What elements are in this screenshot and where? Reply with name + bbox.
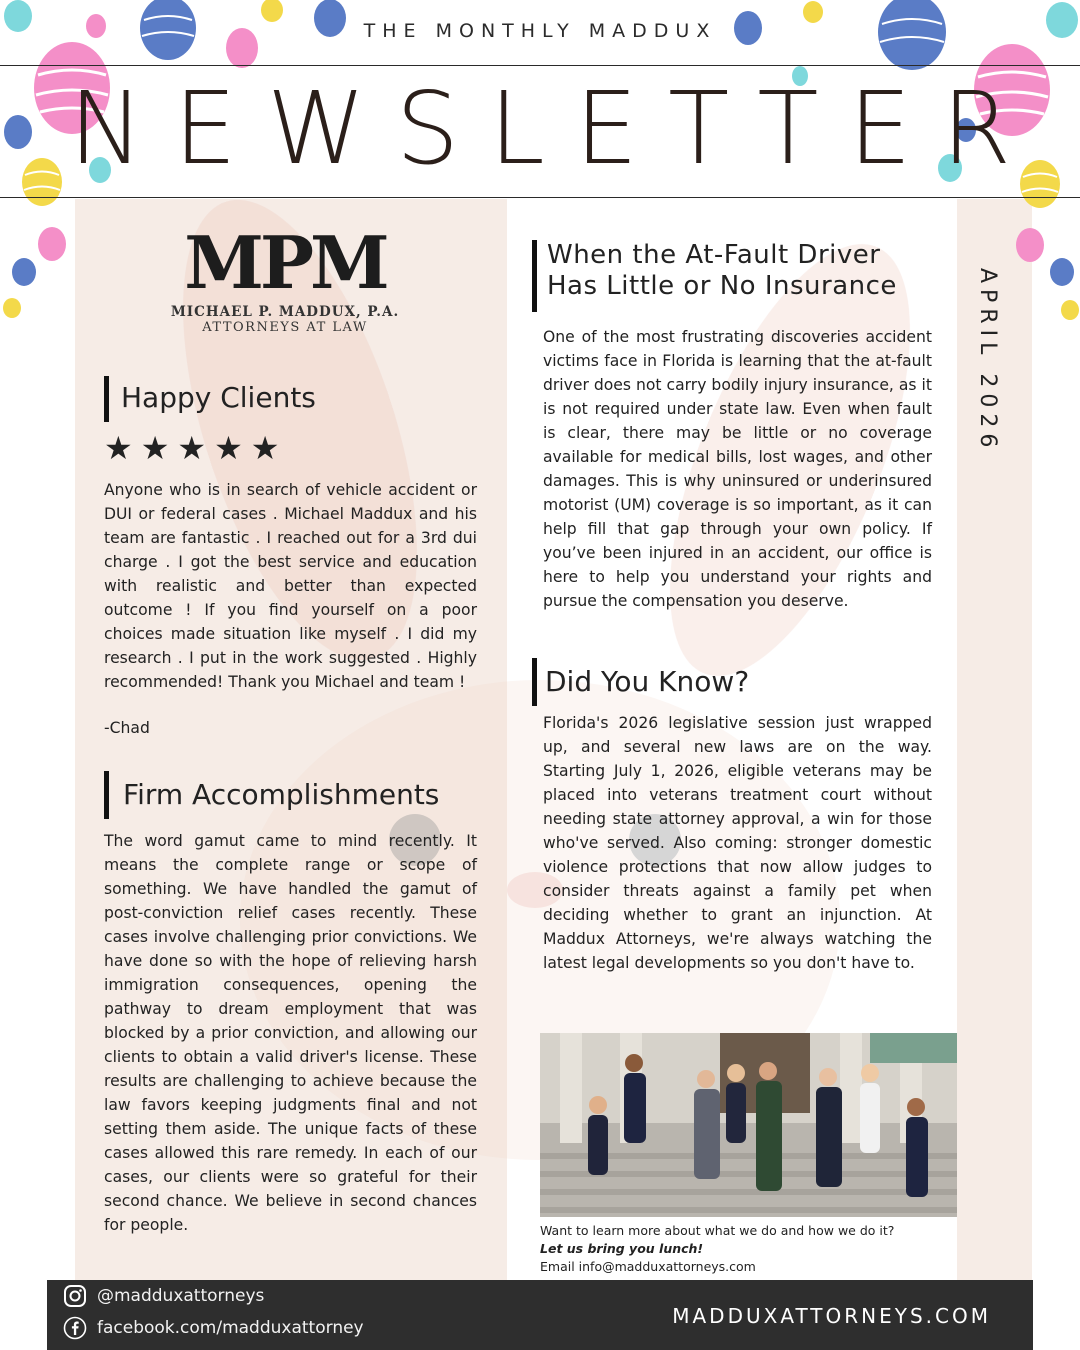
did-you-know-heading <box>532 658 749 706</box>
caption-lunch-offer: Let us bring you lunch! <box>540 1241 704 1256</box>
happy-clients-title: Happy Clients <box>121 381 316 414</box>
star-icon: ★ <box>214 429 243 467</box>
firm-accomplishments-heading <box>104 771 439 819</box>
star-icon: ★ <box>250 429 280 467</box>
caption-email[interactable]: Email info@madduxattorneys.com <box>540 1259 756 1274</box>
header-rule-top <box>0 65 1080 66</box>
at-fault-title-line2: Has Little or No Insurance <box>547 271 897 301</box>
facebook-link[interactable] <box>63 1316 364 1340</box>
rating-stars <box>104 429 280 467</box>
logo-subtitle: ATTORNEYS AT LAW <box>202 320 368 335</box>
instagram-link[interactable] <box>63 1284 264 1308</box>
photo-caption <box>540 1222 960 1276</box>
star-icon: ★ <box>104 429 133 467</box>
caption-line1: Want to learn more about what we do and how we do it? <box>540 1223 895 1238</box>
instagram-icon <box>63 1284 87 1308</box>
did-you-know-title: Did You Know? <box>545 665 750 698</box>
at-fault-heading <box>532 240 897 312</box>
firm-accomplishments-title: Firm Accomplishments <box>123 778 440 811</box>
client-review: Anyone who is in search of vehicle accident or DUI or federal cases . Michael Maddux and his team are fantastic . I reached out for a 3rd dui charge . I got the best service and education with realistic and better than expected outcome ! If you find yourself on a poor choices made situation like myself . I did my research . I put in the work suggested . Highly recommended! Thank you Michael and team ! <box>104 481 477 691</box>
team-photo <box>540 1033 957 1217</box>
logo-mark: MPM <box>184 220 386 305</box>
facebook-url: facebook.com/madduxattorney <box>97 1318 364 1338</box>
happy-clients-heading <box>104 376 316 422</box>
firm-accomplishments-text: The word gamut came to mind recently. It means the complete range or scope of something. We have handled the gamut of post-conviction relief cases recently. These cases involve challenging prior convictions. We have done so with the hope of relieving harsh immigration consequences, opening the pathway to dream employment that was blocked by a prior conviction, and allowing our clients to obtain a valid driver's license. These results are challenging to achieve because the law favors keeping judgments final and not setting them aside. The unique facts of these cases allowed this rare remedy. In each of our cases, our clients were so grateful for their second chance. We believe in second chances for people. <box>104 832 477 1234</box>
newsletter-kicker: THE MONTHLY MADDUX <box>363 20 717 42</box>
newsletter-masthead: NEWSLETTER <box>68 70 1042 187</box>
at-fault-text: One of the most frustrating discoveries accident victims face in Florida is learning that the at-fault driver does not carry bodily injury insurance, as it is not required under state law. Even when fault is clear, there may be little or no coverage available for medical bills, lost wages, and other damages. This is why uninsured or underinsured motorist (UM) coverage is so important, as it can help fill that gap through your own policy. If you’ve been injured in an accident, our office is here to help you understand your rights and pursue the compensation you deserve. <box>543 328 932 610</box>
issue-date <box>960 268 1020 454</box>
did-you-know-text: Florida's 2026 legislative session just wrapped up, and several new laws are on the way. Starting July 1, 2026, eligible veterans may be placed into veterans treatment court without needing state attorney approval, a win for those who've served. Also coming: stronger domestic violence protections that now allow judges to consider threats against a family pet when deciding whether to grant an injunction. At Maddux Attorneys, we're always watching the latest legal developments so you don't have to. <box>543 714 932 972</box>
website-link[interactable]: MADDUXATTORNEYS.COM <box>672 1304 991 1328</box>
star-icon: ★ <box>177 429 207 467</box>
firm-logo <box>170 222 400 362</box>
instagram-handle: @madduxattorneys <box>97 1286 265 1306</box>
issue-date-label: APRIL 2026 <box>975 268 1000 454</box>
team-photo-illustration <box>540 1033 957 1217</box>
logo-firm-name: MICHAEL P. MADDUX, P.A. <box>170 304 400 320</box>
caption-line2 <box>540 1240 960 1258</box>
review-signature: -Chad <box>104 719 150 737</box>
star-icon: ★ <box>140 429 170 467</box>
header-rule-bottom <box>0 197 1080 198</box>
footer-bar <box>47 1280 1033 1350</box>
facebook-icon <box>63 1316 87 1340</box>
at-fault-title-line1: When the At-Fault Driver <box>547 240 881 270</box>
